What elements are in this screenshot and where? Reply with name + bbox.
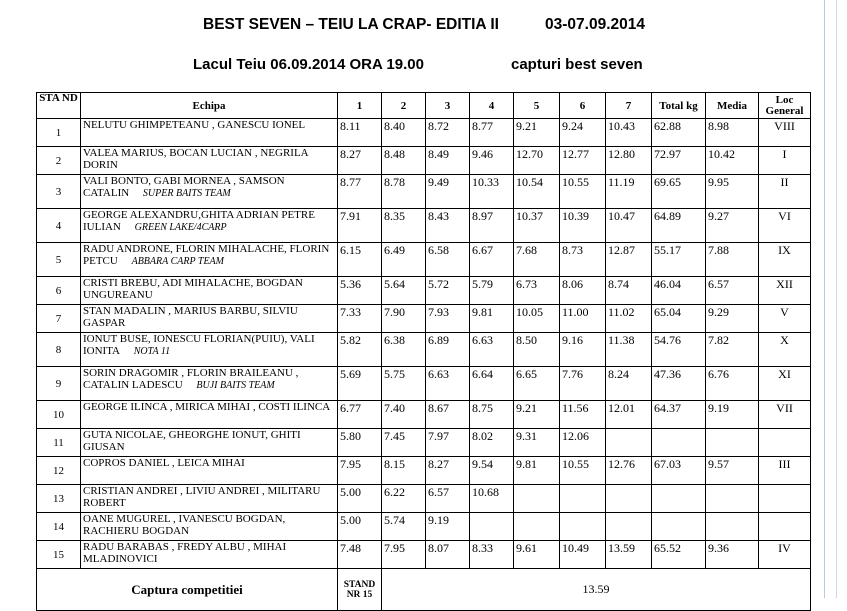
capture-7-cell: 10.43 xyxy=(606,119,652,147)
team-members: SORIN DRAGOMIR , FLORIN BRAILEANU , CATALIN LADESCU xyxy=(83,367,299,391)
capture-1-cell: 5.00 xyxy=(338,513,382,541)
capture-7-cell: 13.59 xyxy=(606,541,652,569)
capture-3-cell: 8.67 xyxy=(426,401,470,429)
capture-2-cell: 7.95 xyxy=(382,541,426,569)
rank-cell: XII xyxy=(759,277,811,305)
rank-cell: IV xyxy=(759,541,811,569)
team-sponsor: NOTA 11 xyxy=(133,346,171,357)
team-cell xyxy=(81,175,338,209)
stand-number: 1 xyxy=(37,119,81,147)
team-cell xyxy=(81,401,338,429)
total-cell: 54.76 xyxy=(652,333,706,367)
average-cell: 9.95 xyxy=(706,175,759,209)
team-members: STAN MADALIN , MARIUS BARBU, SILVIU GASPAR xyxy=(83,305,298,329)
stand-number: 12 xyxy=(37,457,81,485)
capture-1-cell: 5.80 xyxy=(338,429,382,457)
capture-3-cell: 9.19 xyxy=(426,513,470,541)
capture-5-cell: 10.54 xyxy=(514,175,560,209)
capture-6-cell: 8.06 xyxy=(560,277,606,305)
stand-number: 9 xyxy=(37,367,81,401)
team-members: COPROS DANIEL , LEICA MIHAI xyxy=(83,457,245,469)
capture-1-cell: 6.15 xyxy=(338,243,382,277)
capture-4-cell: 9.46 xyxy=(470,147,514,175)
capture-5-cell: 10.37 xyxy=(514,209,560,243)
rank-cell: XI xyxy=(759,367,811,401)
total-cell: 46.04 xyxy=(652,277,706,305)
rank-cell xyxy=(759,485,811,513)
capture-2-cell: 8.48 xyxy=(382,147,426,175)
capture-3-cell: 5.72 xyxy=(426,277,470,305)
capture-4-cell: 5.79 xyxy=(470,277,514,305)
average-cell: 10.42 xyxy=(706,147,759,175)
capture-1-cell: 8.11 xyxy=(338,119,382,147)
capture-5-cell: 8.50 xyxy=(514,333,560,367)
capture-6-cell: 7.76 xyxy=(560,367,606,401)
rank-cell xyxy=(759,429,811,457)
header-rank: Loc General xyxy=(759,93,811,119)
stand-number: 8 xyxy=(37,333,81,367)
capture-6-cell xyxy=(560,513,606,541)
team-cell xyxy=(81,119,338,147)
header-capture-7: 7 xyxy=(606,93,652,119)
capture-3-cell: 8.43 xyxy=(426,209,470,243)
capture-3-cell: 6.89 xyxy=(426,333,470,367)
capture-7-cell: 12.01 xyxy=(606,401,652,429)
team-sponsor: SUPER BAITS TEAM xyxy=(142,188,231,199)
table-row xyxy=(37,119,811,147)
table-row xyxy=(37,485,811,513)
capture-6-cell xyxy=(560,485,606,513)
capture-7-cell: 12.80 xyxy=(606,147,652,175)
total-cell: 62.88 xyxy=(652,119,706,147)
team-cell xyxy=(81,457,338,485)
capture-5-cell xyxy=(514,513,560,541)
total-cell: 67.03 xyxy=(652,457,706,485)
table-body xyxy=(37,119,811,569)
stand-number: 10 xyxy=(37,401,81,429)
capture-6-cell: 10.55 xyxy=(560,175,606,209)
capture-2-cell: 5.75 xyxy=(382,367,426,401)
team-members: OANE MUGUREL , IVANESCU BOGDAN, RACHIERU BOGDAN xyxy=(83,513,286,537)
stand-number: 14 xyxy=(37,513,81,541)
table-row xyxy=(37,175,811,209)
capture-5-cell: 12.70 xyxy=(514,147,560,175)
capture-3-cell: 6.58 xyxy=(426,243,470,277)
capture-7-cell xyxy=(606,513,652,541)
total-cell xyxy=(652,429,706,457)
stand-number: 11 xyxy=(37,429,81,457)
capture-4-cell: 8.33 xyxy=(470,541,514,569)
stand-number: 13 xyxy=(37,485,81,513)
capture-4-cell: 8.77 xyxy=(470,119,514,147)
average-cell xyxy=(706,485,759,513)
average-cell: 6.57 xyxy=(706,277,759,305)
team-cell xyxy=(81,209,338,243)
capture-1-cell: 5.69 xyxy=(338,367,382,401)
capture-3-cell: 8.27 xyxy=(426,457,470,485)
footer-stand: STAND NR 15 xyxy=(338,569,382,611)
rank-cell: VII xyxy=(759,401,811,429)
header-capture-2: 2 xyxy=(382,93,426,119)
team-sponsor: GREEN LAKE/4CARP xyxy=(134,222,227,233)
capture-2-cell: 8.35 xyxy=(382,209,426,243)
capture-6-cell: 12.06 xyxy=(560,429,606,457)
capture-2-cell: 8.78 xyxy=(382,175,426,209)
capture-4-cell: 8.02 xyxy=(470,429,514,457)
capture-1-cell: 8.27 xyxy=(338,147,382,175)
capture-6-cell: 10.39 xyxy=(560,209,606,243)
team-cell xyxy=(81,305,338,333)
capture-3-cell: 6.57 xyxy=(426,485,470,513)
capture-1-cell: 6.77 xyxy=(338,401,382,429)
capture-2-cell: 6.49 xyxy=(382,243,426,277)
total-cell xyxy=(652,485,706,513)
capture-3-cell: 6.63 xyxy=(426,367,470,401)
event-dates: 03-07.09.2014 xyxy=(545,16,645,33)
capture-4-cell: 10.33 xyxy=(470,175,514,209)
capture-7-cell: 8.24 xyxy=(606,367,652,401)
table-row xyxy=(37,333,811,367)
header-average: Media xyxy=(706,93,759,119)
captures-caption: capturi best seven xyxy=(511,56,643,73)
team-cell xyxy=(81,333,338,367)
results-table xyxy=(36,92,811,611)
team-members: NELUTU GHIMPETEANU , GANESCU IONEL xyxy=(83,119,306,131)
table-row xyxy=(37,457,811,485)
team-members: RADU BARABAS , FREDY ALBU , MIHAI MLADINOVICI xyxy=(83,541,287,565)
vertical-scrollbar[interactable] xyxy=(824,0,847,598)
capture-3-cell: 8.72 xyxy=(426,119,470,147)
capture-6-cell: 10.55 xyxy=(560,457,606,485)
total-cell: 72.97 xyxy=(652,147,706,175)
capture-2-cell: 7.45 xyxy=(382,429,426,457)
average-cell: 6.76 xyxy=(706,367,759,401)
capture-2-cell: 8.40 xyxy=(382,119,426,147)
capture-4-cell: 6.67 xyxy=(470,243,514,277)
capture-7-cell: 11.02 xyxy=(606,305,652,333)
total-cell: 47.36 xyxy=(652,367,706,401)
capture-5-cell: 7.68 xyxy=(514,243,560,277)
stand-number: 7 xyxy=(37,305,81,333)
table-row xyxy=(37,243,811,277)
rank-cell: VIII xyxy=(759,119,811,147)
capture-6-cell: 12.77 xyxy=(560,147,606,175)
capture-4-cell: 10.68 xyxy=(470,485,514,513)
capture-3-cell: 8.49 xyxy=(426,147,470,175)
capture-5-cell: 6.65 xyxy=(514,367,560,401)
capture-5-cell: 9.81 xyxy=(514,457,560,485)
location-time: Lacul Teiu 06.09.2014 ORA 19.00 xyxy=(193,56,424,73)
capture-7-cell: 11.19 xyxy=(606,175,652,209)
team-cell xyxy=(81,485,338,513)
team-cell xyxy=(81,367,338,401)
capture-1-cell: 5.00 xyxy=(338,485,382,513)
capture-3-cell: 7.97 xyxy=(426,429,470,457)
table-row xyxy=(37,513,811,541)
team-cell xyxy=(81,243,338,277)
table-row xyxy=(37,147,811,175)
rank-cell: III xyxy=(759,457,811,485)
average-cell: 9.19 xyxy=(706,401,759,429)
table-row xyxy=(37,277,811,305)
capture-6-cell: 9.24 xyxy=(560,119,606,147)
rank-cell: VI xyxy=(759,209,811,243)
capture-1-cell: 7.33 xyxy=(338,305,382,333)
footer-best-capture: 13.59 xyxy=(382,569,811,611)
table-header-row xyxy=(37,93,811,119)
rank-cell xyxy=(759,513,811,541)
capture-1-cell: 7.48 xyxy=(338,541,382,569)
average-cell: 9.29 xyxy=(706,305,759,333)
header-capture-5: 5 xyxy=(514,93,560,119)
header-stand: STA ND xyxy=(37,93,81,119)
header-team: Echipa xyxy=(81,93,338,119)
team-sponsor: ABBARA CARP TEAM xyxy=(131,256,224,267)
team-members: VALEA MARIUS, BOCAN LUCIAN , NEGRILA DORIN xyxy=(83,147,309,171)
window-top-edge xyxy=(0,0,847,8)
stand-number: 5 xyxy=(37,243,81,277)
capture-1-cell: 5.36 xyxy=(338,277,382,305)
capture-7-cell xyxy=(606,485,652,513)
capture-2-cell: 8.15 xyxy=(382,457,426,485)
total-cell: 65.52 xyxy=(652,541,706,569)
team-cell xyxy=(81,429,338,457)
capture-6-cell: 10.49 xyxy=(560,541,606,569)
capture-3-cell: 7.93 xyxy=(426,305,470,333)
team-members: CRISTIAN ANDREI , LIVIU ANDREI , MILITARU ROBERT xyxy=(83,485,321,509)
stand-number: 6 xyxy=(37,277,81,305)
capture-3-cell: 8.07 xyxy=(426,541,470,569)
capture-6-cell: 8.73 xyxy=(560,243,606,277)
capture-1-cell: 7.95 xyxy=(338,457,382,485)
team-cell xyxy=(81,147,338,175)
capture-6-cell: 9.16 xyxy=(560,333,606,367)
average-cell: 7.82 xyxy=(706,333,759,367)
capture-2-cell: 6.38 xyxy=(382,333,426,367)
capture-7-cell: 12.76 xyxy=(606,457,652,485)
capture-2-cell: 7.90 xyxy=(382,305,426,333)
average-cell: 8.98 xyxy=(706,119,759,147)
capture-4-cell: 6.64 xyxy=(470,367,514,401)
capture-4-cell: 9.54 xyxy=(470,457,514,485)
capture-5-cell xyxy=(514,485,560,513)
total-cell: 55.17 xyxy=(652,243,706,277)
rank-cell: X xyxy=(759,333,811,367)
team-cell xyxy=(81,541,338,569)
rank-cell: IX xyxy=(759,243,811,277)
capture-5-cell: 6.73 xyxy=(514,277,560,305)
stand-number: 3 xyxy=(37,175,81,209)
capture-4-cell: 8.97 xyxy=(470,209,514,243)
average-cell: 9.36 xyxy=(706,541,759,569)
table-row xyxy=(37,305,811,333)
team-cell xyxy=(81,513,338,541)
total-cell: 65.04 xyxy=(652,305,706,333)
capture-5-cell: 9.31 xyxy=(514,429,560,457)
capture-2-cell: 5.74 xyxy=(382,513,426,541)
average-cell xyxy=(706,513,759,541)
capture-1-cell: 5.82 xyxy=(338,333,382,367)
capture-5-cell: 9.21 xyxy=(514,401,560,429)
capture-3-cell: 9.49 xyxy=(426,175,470,209)
team-cell xyxy=(81,277,338,305)
rank-cell: V xyxy=(759,305,811,333)
average-cell: 9.57 xyxy=(706,457,759,485)
average-cell xyxy=(706,429,759,457)
capture-7-cell: 11.38 xyxy=(606,333,652,367)
team-members: CRISTI BREBU, ADI MIHALACHE, BOGDAN UNGUREANU xyxy=(83,277,304,301)
rank-cell: II xyxy=(759,175,811,209)
capture-4-cell: 9.81 xyxy=(470,305,514,333)
table-row xyxy=(37,209,811,243)
header-total: Total kg xyxy=(652,93,706,119)
total-cell: 69.65 xyxy=(652,175,706,209)
team-members: RADU ANDRONE, FLORIN MIHALACHE, FLORIN PETCU xyxy=(83,243,330,267)
header-capture-6: 6 xyxy=(560,93,606,119)
capture-6-cell: 11.56 xyxy=(560,401,606,429)
capture-7-cell: 8.74 xyxy=(606,277,652,305)
capture-5-cell: 10.05 xyxy=(514,305,560,333)
team-members: GUTA NICOLAE, GHEORGHE IONUT, GHITI GIUSAN xyxy=(83,429,301,453)
table-row xyxy=(37,429,811,457)
capture-7-cell xyxy=(606,429,652,457)
stand-number: 2 xyxy=(37,147,81,175)
capture-2-cell: 7.40 xyxy=(382,401,426,429)
capture-2-cell: 5.64 xyxy=(382,277,426,305)
table-row xyxy=(37,367,811,401)
team-members: GEORGE ILINCA , MIRICA MIHAI , COSTI ILINCA xyxy=(83,401,331,413)
table-row xyxy=(37,541,811,569)
footer-row xyxy=(37,569,811,611)
total-cell: 64.37 xyxy=(652,401,706,429)
capture-1-cell: 7.91 xyxy=(338,209,382,243)
capture-4-cell: 8.75 xyxy=(470,401,514,429)
capture-7-cell: 10.47 xyxy=(606,209,652,243)
team-sponsor: BUJI BAITS TEAM xyxy=(196,380,275,391)
table-row xyxy=(37,401,811,429)
total-cell xyxy=(652,513,706,541)
capture-5-cell: 9.21 xyxy=(514,119,560,147)
capture-4-cell xyxy=(470,513,514,541)
capture-6-cell: 11.00 xyxy=(560,305,606,333)
stand-number: 15 xyxy=(37,541,81,569)
team-members: GEORGE ALEXANDRU,GHITA ADRIAN PETRE IULIAN xyxy=(83,209,315,233)
footer-label: Captura competitiei xyxy=(37,569,338,611)
total-cell: 64.89 xyxy=(652,209,706,243)
team-members: VALI BONTO, GABI MORNEA , SAMSON CATALIN xyxy=(83,175,285,199)
capture-1-cell: 8.77 xyxy=(338,175,382,209)
capture-7-cell: 12.87 xyxy=(606,243,652,277)
event-title: BEST SEVEN – TEIU LA CRAP- EDITIA II xyxy=(203,16,499,33)
average-cell: 7.88 xyxy=(706,243,759,277)
rank-cell: I xyxy=(759,147,811,175)
header-capture-1: 1 xyxy=(338,93,382,119)
capture-2-cell: 6.22 xyxy=(382,485,426,513)
average-cell: 9.27 xyxy=(706,209,759,243)
team-members: IONUT BUSE, IONESCU FLORIAN(PUIU), VALI IONITA xyxy=(83,333,315,357)
capture-5-cell: 9.61 xyxy=(514,541,560,569)
stand-number: 4 xyxy=(37,209,81,243)
header-capture-3: 3 xyxy=(426,93,470,119)
capture-4-cell: 6.63 xyxy=(470,333,514,367)
header-capture-4: 4 xyxy=(470,93,514,119)
